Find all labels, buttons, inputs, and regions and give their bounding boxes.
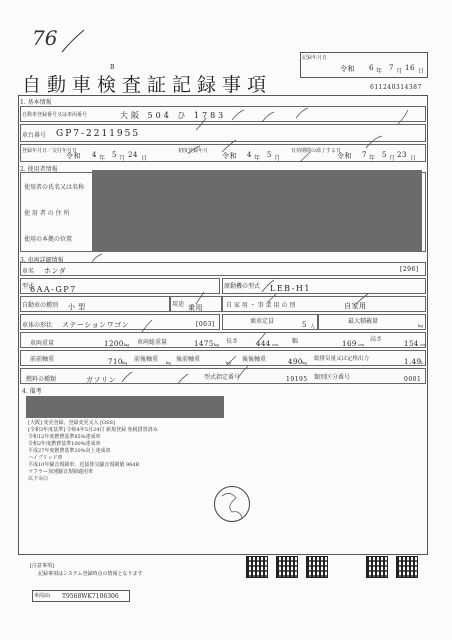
maker-label: 車名 bbox=[22, 268, 35, 275]
expiry-month: 5 bbox=[382, 151, 387, 159]
max-load-unit: kg bbox=[418, 323, 423, 328]
engine: LEB-H1 bbox=[270, 284, 311, 293]
section4-title: 4. 備考 bbox=[22, 388, 42, 395]
notice-title: [注意事項] bbox=[30, 563, 54, 569]
rear-front-label: 後前軸重 bbox=[176, 356, 201, 363]
weight-label: 車両重量 bbox=[30, 340, 55, 347]
first-year-label: 初度登録年月 bbox=[178, 148, 209, 154]
height-label: 高さ bbox=[370, 336, 383, 343]
rear-axle-label: 後後軸重 bbox=[242, 356, 267, 363]
height-unit: cm bbox=[420, 342, 427, 347]
gross-unit: kg bbox=[214, 342, 219, 347]
rear-front-unit: kg bbox=[226, 360, 231, 365]
remark-line: 令和2年度燃費基準100%達成車 bbox=[28, 441, 101, 447]
max-load-label: 最大積載量 bbox=[348, 318, 379, 325]
front-rear-unit: kg bbox=[166, 360, 171, 365]
width-unit: cm bbox=[358, 342, 365, 347]
first-reg-year: 4 bbox=[92, 151, 97, 159]
record-date-day: 16 bbox=[405, 64, 415, 72]
section3-title: 3. 車両詳細情報 bbox=[20, 257, 64, 264]
body-label: 車体の形状 bbox=[22, 322, 53, 329]
record-date-month-unit: 月 bbox=[396, 68, 403, 75]
capacity-label: 乗車定員 bbox=[250, 318, 275, 325]
car-id-label: 車両ID bbox=[34, 593, 50, 599]
first-reg-day: 24 bbox=[128, 151, 138, 159]
page-title: 自動車検査証記録事項 bbox=[22, 74, 273, 96]
base-location-label: 使用の本拠の位置 bbox=[24, 236, 73, 243]
length-unit: cm bbox=[272, 342, 279, 347]
weight-unit: kg bbox=[124, 342, 129, 347]
user-name-label: 使用者の氏名又は名称 bbox=[24, 184, 85, 191]
type-label: 自動車の種別 bbox=[22, 302, 59, 309]
maker-code: [296] bbox=[400, 266, 419, 273]
record-date-month: 7 bbox=[389, 64, 394, 72]
first-year-month: 5 bbox=[267, 151, 272, 159]
capacity-unit: 人 bbox=[310, 324, 316, 330]
first-reg-year-unit: 年 bbox=[99, 155, 106, 162]
length-label: 長さ bbox=[226, 338, 239, 345]
reg-number-label: 自動車登録番号又は車両番号 bbox=[22, 112, 88, 118]
expiry-day: 23 bbox=[397, 151, 407, 159]
chassis-label: 車台番号 bbox=[22, 132, 47, 139]
use-label: 用途 bbox=[172, 301, 185, 308]
gross: 1475 bbox=[194, 340, 214, 348]
maker: ホンダ bbox=[44, 267, 67, 275]
record-date-label: 記録年月日 bbox=[302, 55, 328, 61]
displacement-unit: L bbox=[421, 360, 424, 365]
first-year-year-unit: 年 bbox=[254, 155, 261, 162]
front-rear-label: 前後軸重 bbox=[134, 356, 159, 363]
remark-line: マフラー加速騒音規制適用車 bbox=[28, 469, 94, 475]
chassis-number: GP7-2211955 bbox=[56, 129, 141, 139]
category: 0001 bbox=[404, 376, 422, 383]
remark-line: [大阪] 変更登録、登録変更又入 [OSS] bbox=[28, 420, 115, 426]
use: 乗用 bbox=[188, 304, 203, 312]
gross-label: 車両総重量 bbox=[137, 339, 168, 346]
notice-text: 記録事項はシステム登録時点の情報となります bbox=[38, 571, 143, 577]
record-date-year-unit: 年 bbox=[376, 68, 383, 75]
first-reg-label: 登録年月日／交付年月日 bbox=[22, 148, 78, 154]
length: 444 bbox=[256, 340, 271, 348]
expiry-day-unit: 日 bbox=[410, 155, 417, 162]
section2-title: 2. 使用者情報 bbox=[20, 166, 58, 173]
weight: 1200 bbox=[104, 340, 124, 348]
expiry-year-unit: 年 bbox=[369, 155, 376, 162]
record-date-day-unit: 日 bbox=[418, 68, 425, 75]
front-axle: 710 bbox=[108, 358, 123, 366]
expiry-label: 有効期間の満了する日 bbox=[291, 148, 342, 154]
record-date-era: 令和 bbox=[340, 65, 355, 73]
model-label: 型式 bbox=[22, 283, 35, 290]
width-label: 幅 bbox=[292, 338, 299, 345]
first-reg-day-unit: 日 bbox=[141, 155, 148, 162]
first-year-month-unit: 月 bbox=[274, 155, 281, 162]
record-date-year: 6 bbox=[369, 64, 374, 72]
fuel-label: 燃料の種類 bbox=[26, 376, 57, 383]
body-code: [003] bbox=[196, 321, 215, 328]
rear-axle-unit: kg bbox=[302, 360, 307, 365]
handwritten-number: 76 bbox=[32, 26, 58, 50]
remark-line: 平成27年度燃費基準20%向上達成車 bbox=[28, 448, 111, 454]
fuel: ガソリン bbox=[86, 376, 116, 384]
expiry-era: 令和 bbox=[337, 152, 352, 160]
first-reg-month: 5 bbox=[112, 151, 117, 159]
first-year-year: 4 bbox=[247, 151, 252, 159]
document-number: 611240314387 bbox=[370, 84, 422, 91]
user-address-label: 使 用 者 の 住 所 bbox=[24, 210, 70, 217]
displacement: 1.49 bbox=[404, 358, 422, 366]
category-label: 類別区分番号 bbox=[314, 374, 351, 381]
remark-line: 平成10年騒音規制車、近接排気騒音規制値 96dB bbox=[28, 462, 140, 468]
first-reg-era: 令和 bbox=[66, 152, 81, 160]
front-axle-label: 前前軸重 bbox=[30, 356, 55, 363]
section1-title: 1. 基本情報 bbox=[20, 99, 52, 106]
body: ステーションワゴン bbox=[62, 321, 130, 329]
expiry-year: 7 bbox=[362, 151, 367, 159]
reg-number: 大阪 504 ひ 1783 bbox=[120, 111, 227, 120]
remark-line: 以下余白 bbox=[28, 476, 49, 482]
model: 6AA-GP7 bbox=[30, 285, 77, 294]
expiry-month-unit: 月 bbox=[389, 155, 396, 162]
front-axle-unit: kg bbox=[122, 360, 127, 365]
height: 154 bbox=[404, 340, 419, 348]
small-mark: B bbox=[110, 64, 115, 71]
remark-line: ハイブリッド車 bbox=[28, 455, 63, 461]
rear-axle: 490 bbox=[288, 358, 303, 366]
car-id: T9568WK7106306 bbox=[62, 593, 119, 600]
approval-label: 型式指定番号 bbox=[204, 374, 241, 381]
approval: 19195 bbox=[286, 376, 308, 383]
private-label: 自 家 用 ・ 事 業 用 の 別 bbox=[226, 302, 296, 309]
first-year-era: 令和 bbox=[222, 152, 237, 160]
first-reg-month-unit: 月 bbox=[119, 155, 126, 162]
type: 小 型 bbox=[68, 303, 86, 311]
engine-label: 原動機の型式 bbox=[224, 283, 261, 290]
remark-line: [令和3年度基準] 令和4年5月24日 新規登録 免税措置済み bbox=[28, 427, 158, 433]
displacement-label: 総排気量又は定格出力 bbox=[314, 356, 370, 362]
remark-line: 令和12年度燃費基準85%達成車 bbox=[28, 434, 101, 440]
capacity: 5 bbox=[302, 321, 307, 329]
width: 169 bbox=[342, 340, 357, 348]
private: 自家用 bbox=[344, 302, 367, 310]
